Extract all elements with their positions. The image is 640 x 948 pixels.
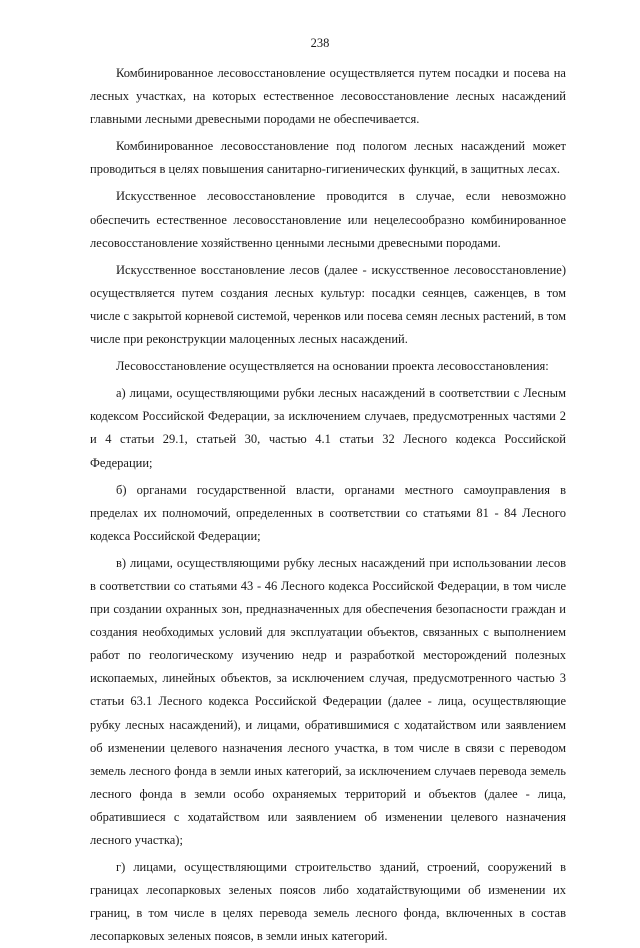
paragraph: Лесовосстановление осуществляется на основании проекта лесовосстановления: [116,359,549,374]
list-item: а) лицами, осуществляющими рубки лесных насаждений в соответствии с Лесным кодексом Российской Федерации, за исключением случаев, предусмотренных частями 2 и 4 статьи 29.1, статьей 30, частью 4.1 статьи 32 Лесного кодекса Российской Федерации; [90,386,566,470]
list-item: г) лицами, осуществляющими строительство зданий, строений, сооружений в границах лесопарковых зеленых поясов либо ходатайствующими об изменении их границ, в том числе в целях перевода земель лесного фонда, включенных в состав лесопарковых зеленых поясов, в земли иных категорий. [90,860,566,944]
page-number: 238 [310,36,330,50]
list-item: в) лицами, осуществляющими рубку лесных насаждений при использовании лесов в соответствии со статьями 43 - 46 Лесного кодекса Российской Федерации, в том числе при создании охранных зон, предназначенных для обеспечения безопасности граждан и создания необходимых условий для эксплуатации объектов, связанных с выполнением работ по геологическому изучению недр и разработкой месторождений полезных ископаемых, линейных объектов, за исключением случая, предусмотренного частью 3 статьи 63.1 Лесного кодекса Российской Федерации (далее - лица, осуществляющие рубку лесных насаждений), и лицами, обратившимися с ходатайством или заявлением об изменении целевого назначения лесного участка, в том числе в связи с переводом земель лесного фонда в земли иных категорий, за исключением случаев перевода земель лесного фонда в земли особо охраняемых территорий и объектов (далее - лица, обратившиеся с ходатайством или заявлением об изменении целевого назначения лесного участка); [90,555,566,847]
paragraph: Искусственное восстановление лесов (далее - искусственное лесовосстановление) осуществляется путем создания лесных культур: посадки сеянцев, саженцев, в том числе с закрытой корневой системой, черенков или посева семян лесных растений, в том числе при реконструкции малоценных лесных насаждений. [90,262,566,347]
page-body [90,62,566,948]
paragraph: Искусственное лесовосстановление проводится в случае, если невозможно обеспечить естественное лесовосстановление или нецелесообразно комбинированное лесовосстановление хозяйственно ценными лесными древесными породами. [90,189,566,250]
paragraph: Комбинированное лесовосстановление под пологом лесных насаждений может проводиться в целях повышения санитарно-гигиенических функций, в защитных лесах. [90,139,566,177]
paragraph: Комбинированное лесовосстановление осуществляется путем посадки и посева на лесных участках, на которых естественное лесовосстановление лесных насаждений главными лесными древесными породами не обеспечивается. [90,66,566,127]
list-item: б) органами государственной власти, органами местного самоуправления в пределах их полномочий, определенных в соответствии со статьями 81 - 84 Лесного кодекса Российской Федерации; [90,482,566,543]
